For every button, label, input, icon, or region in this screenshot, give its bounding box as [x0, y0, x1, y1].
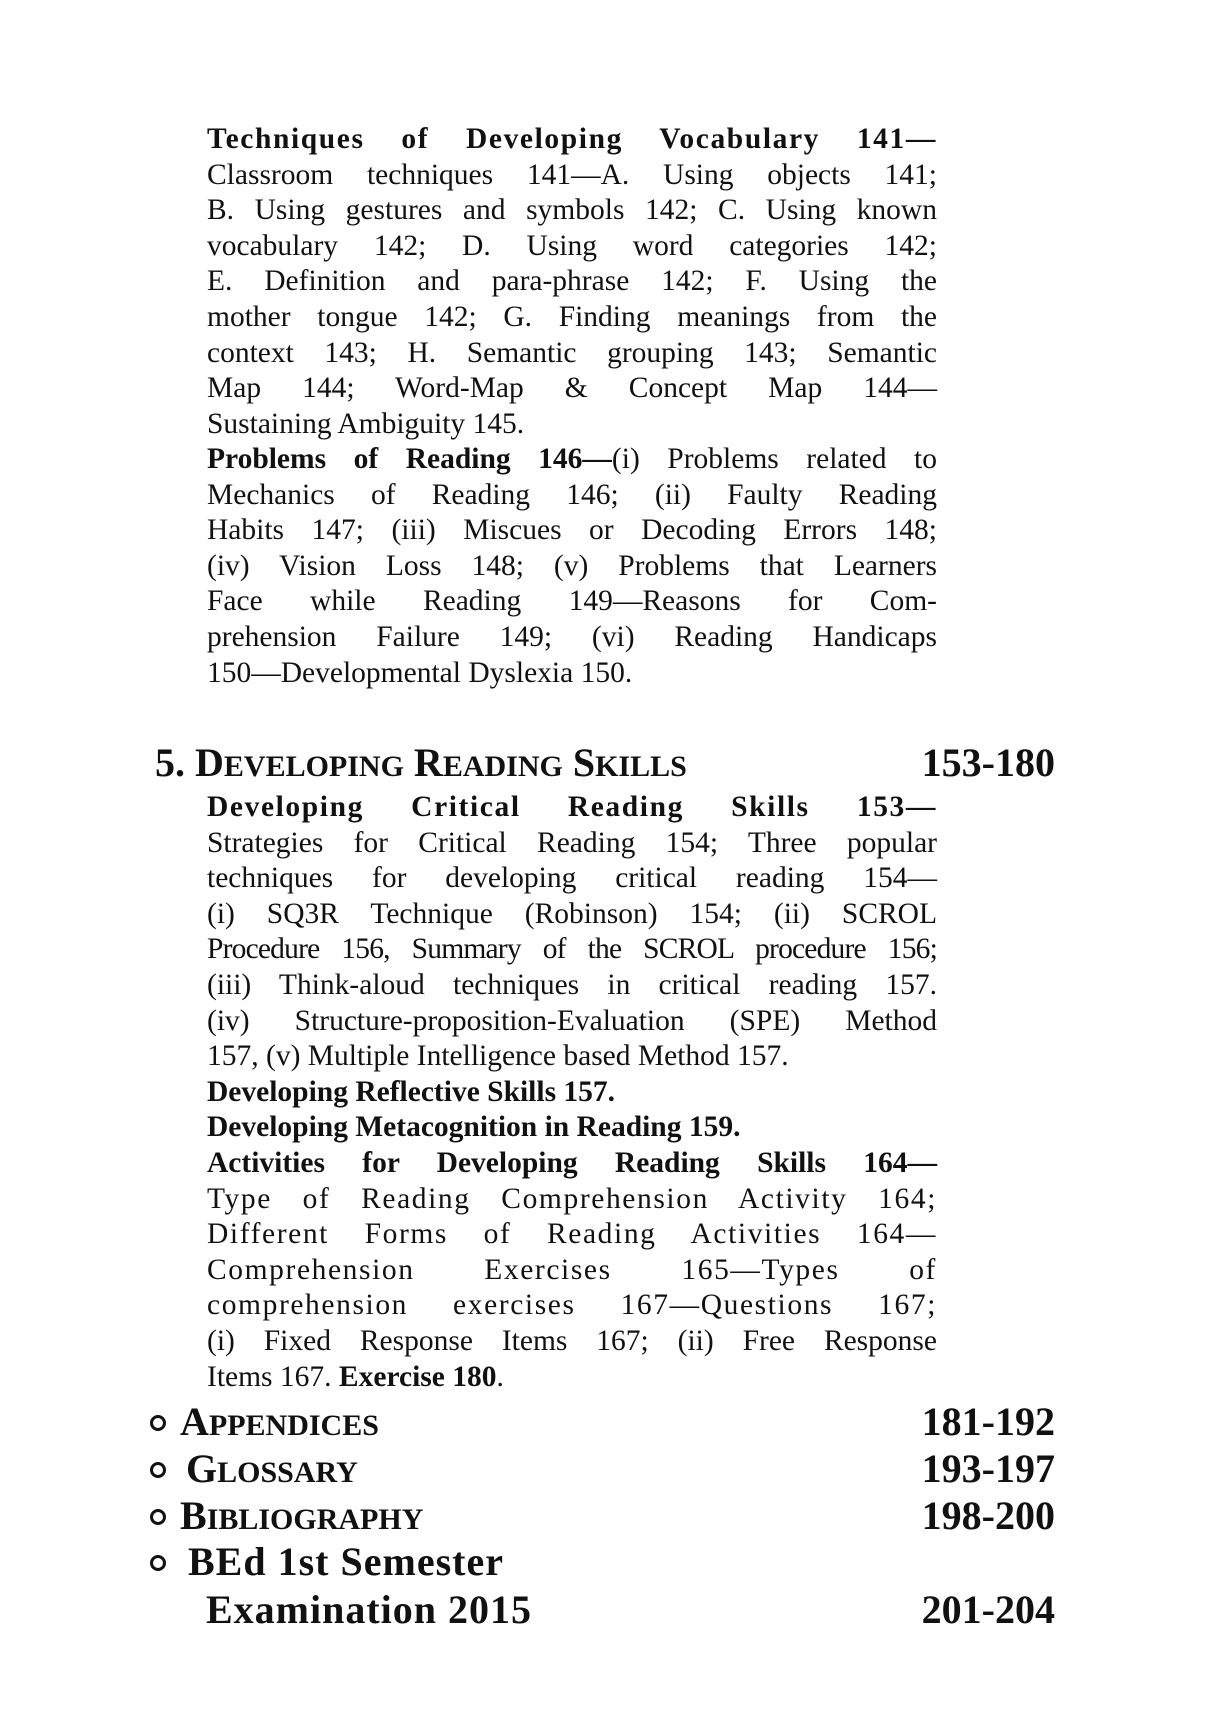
entry-text: Face while Reading 149—Reasons for Com-: [207, 585, 937, 618]
circle-bullet-icon: [150, 1462, 166, 1478]
entry-line: [207, 442, 937, 478]
entry-text: (iv) Vision Loss 148; (v) Problems that Learners: [207, 549, 937, 582]
chapter-heading[interactable]: [155, 738, 1055, 788]
toc-entry-vocabulary-techniques: [207, 122, 937, 442]
chapter-page-range: 153-180: [921, 740, 1055, 785]
circle-bullet-icon: [150, 1509, 166, 1525]
entry-heading: Developing Metacognition in Reading 159.: [207, 1111, 741, 1144]
entry-text: Type of Reading Comprehension Activity 164;: [207, 1182, 937, 1215]
entry-text: (i) Fixed Response Items 167; (ii) Free Response: [207, 1324, 937, 1357]
chapter-contents: [207, 790, 937, 1395]
entry-text: Comprehension Exercises 165—Types of: [207, 1253, 937, 1286]
toc-item-appendices[interactable]: APPENDICES 181-192: [150, 1398, 1055, 1450]
entry-text: mother tongue 142; G. Finding meanings from the: [207, 300, 937, 333]
entry-heading: Techniques of Developing Vocabulary 141—: [207, 123, 937, 155]
entry-text: context 143; H. Semantic grouping 143; Semantic: [207, 336, 937, 369]
entry-text: Procedure 156, Summary of the SCROL procedure 156;: [207, 933, 937, 966]
entry-text: Sustaining Ambiguity 145.: [207, 407, 525, 440]
item-label-line1: BEd 1st Semester: [188, 1539, 504, 1584]
entry-text: Strategies for Critical Reading 154; Three popular: [207, 826, 937, 859]
entry-heading: Developing Reflective Skills 157.: [207, 1075, 616, 1108]
entry-text: B. Using gestures and symbols 142; C. Using known: [207, 194, 937, 227]
toc-item-glossary[interactable]: GLOSSARY 193-197: [150, 1445, 1055, 1497]
entry-text: (i) Problems related to: [611, 443, 938, 475]
entry-heading: Problems of Reading 146—: [207, 443, 612, 475]
entry-text: E. Definition and para-phrase 142; F. Using the: [207, 265, 937, 298]
item-label: LOSSARY: [217, 1456, 358, 1489]
entry-text: 150—Developmental Dyslexia 150.: [207, 656, 633, 689]
entry-text: Classroom techniques 141—A. Using objects 141;: [207, 158, 937, 191]
entry-text: techniques for developing critical reading 154—: [207, 862, 937, 895]
entry-text: Habits 147; (iii) Miscues or Decoding Errors 148;: [207, 514, 937, 547]
entry-text: 157, (v) Multiple Intelligence based Method 157.: [207, 1040, 789, 1073]
entry-text: vocabulary 142; D. Using word categories 142;: [207, 229, 937, 262]
entry-text: Map 144; Word-Map & Concept Map 144—: [207, 372, 937, 405]
circle-bullet-icon: [150, 1555, 166, 1571]
entry-text: (i) SQ3R Technique (Robinson) 154; (ii) SCROL: [207, 897, 937, 930]
item-label-line2: Examination 2015: [206, 1587, 533, 1632]
toc-item-bibliography[interactable]: BIBLIOGRAPHY 198-200: [150, 1492, 1055, 1544]
item-label: PPENDICES: [208, 1409, 379, 1442]
page-range: 201-204: [921, 1587, 1055, 1632]
toc-entry-problems-of-reading: [207, 442, 937, 691]
entry-text: (iv) Structure-proposition-Evaluation (SPE) Method: [207, 1004, 937, 1037]
entry-text: Items 167.: [207, 1360, 339, 1393]
entry-line: Items 167. Exercise 180.: [207, 1360, 504, 1393]
entry-text: Different Forms of Reading Activities 164—: [207, 1218, 937, 1251]
chapter-number: 5.: [155, 740, 185, 785]
chapter-title: 5. DEVELOPING READING SKILLS: [155, 740, 687, 785]
exercise-ref: Exercise 180: [338, 1360, 497, 1393]
entry-text: (iii) Think-aloud techniques in critical reading 157.: [207, 968, 937, 1001]
entry-heading: Activities for Developing Reading Skills 164—: [207, 1146, 937, 1179]
entry-text: prehension Failure 149; (vi) Reading Handicaps: [207, 620, 937, 653]
item-label: IBLIOGRAPHY: [206, 1503, 424, 1536]
entry-text: comprehension exercises 167—Questions 167;: [207, 1289, 937, 1322]
entry-text: Mechanics of Reading 146; (ii) Faulty Reading: [207, 478, 937, 511]
entry-heading: Developing Critical Reading Skills 153—: [207, 791, 937, 823]
circle-bullet-icon: [150, 1415, 166, 1431]
page-range: 181-192: [921, 1399, 1055, 1444]
page-range: 193-197: [921, 1446, 1055, 1491]
page-range: 198-200: [921, 1493, 1055, 1538]
toc-item-exam-paper[interactable]: [150, 1538, 1055, 1634]
